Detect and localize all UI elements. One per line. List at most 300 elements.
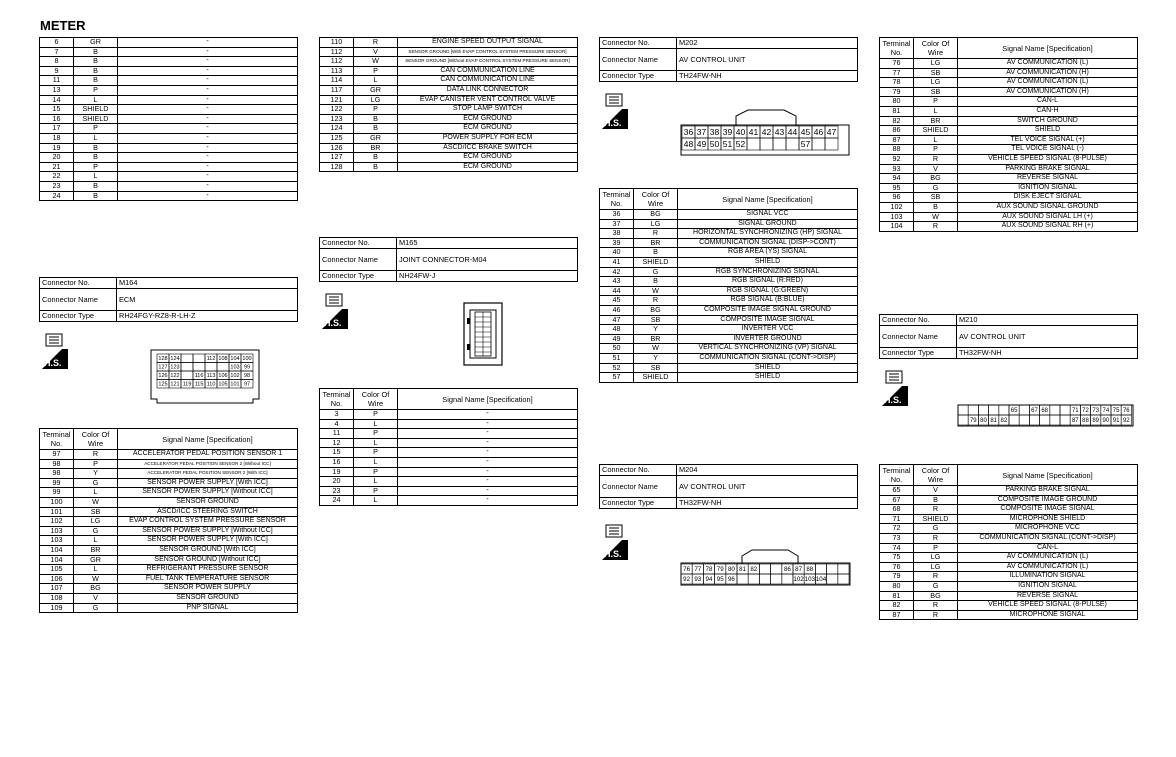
table-row	[320, 410, 578, 420]
pin-cell	[827, 564, 838, 574]
wire-color: R	[74, 450, 118, 460]
svg-text:H.S.: H.S.	[604, 549, 622, 559]
pin-cell	[827, 574, 838, 584]
wire-color: P	[354, 66, 398, 76]
table-row	[40, 584, 298, 594]
pin-number: 39	[722, 127, 733, 138]
signal-name: -	[398, 477, 578, 487]
wire-color: R	[634, 296, 678, 306]
connector-no-label: Connector No.	[600, 38, 677, 49]
terminal-no: 79	[880, 87, 914, 97]
header-terminal-no: Terminal No.	[600, 189, 634, 210]
signal-name: COMPOSITE IMAGE SIGNAL GROUND	[678, 305, 858, 315]
pin-cell	[968, 405, 978, 415]
terminal-no: 127	[320, 153, 354, 163]
terminal-no: 88	[880, 145, 914, 155]
pin-number: 115	[194, 381, 204, 388]
signal-name: COMPOSITE IMAGE SIGNAL	[958, 505, 1138, 515]
terminal-no: 43	[600, 277, 634, 287]
signal-name: IGNITION SIGNAL	[958, 183, 1138, 193]
signal-name: -	[118, 95, 298, 105]
table-row	[880, 174, 1138, 184]
wire-color: V	[354, 47, 398, 57]
signal-name: AV COMMUNICATION (L)	[958, 562, 1138, 572]
wire-color: P	[914, 543, 958, 553]
table-row	[880, 193, 1138, 203]
table-row	[600, 305, 858, 315]
wire-color: R	[914, 610, 958, 620]
signal-name: AV COMMUNICATION (L)	[958, 553, 1138, 563]
terminal-no: 45	[600, 296, 634, 306]
connector-no-value: M202	[677, 38, 858, 49]
wire-color: B	[914, 495, 958, 505]
signal-name: PARKING BRAKE SIGNAL	[958, 486, 1138, 496]
pin-number: 110	[206, 381, 216, 388]
table-row	[40, 459, 298, 469]
terminal-no: 108	[40, 593, 74, 603]
wire-color: R	[914, 533, 958, 543]
signal-name: SENSOR GROUND	[118, 593, 298, 603]
pin-number: 79	[716, 566, 724, 574]
table-row	[880, 533, 1138, 543]
terminal-no: 49	[600, 334, 634, 344]
wire-color: L	[354, 76, 398, 86]
wire-color: G	[914, 524, 958, 534]
header-signal-name: Signal Name [Specification]	[958, 465, 1138, 486]
signal-name: DISK EJECT SIGNAL	[958, 193, 1138, 203]
wire-color: P	[354, 486, 398, 496]
pin-number: 82	[1000, 418, 1008, 425]
wire-color: B	[74, 181, 118, 191]
wire-color: P	[914, 145, 958, 155]
pin-number: 52	[735, 139, 746, 150]
header-terminal-no: Terminal No.	[40, 429, 74, 450]
table-row	[320, 85, 578, 95]
table-row	[320, 153, 578, 163]
table-row	[880, 145, 1138, 155]
terminal-no: 104	[880, 222, 914, 232]
terminal-no: 86	[880, 126, 914, 136]
table-row	[40, 124, 298, 134]
pin-number: 91	[1112, 418, 1120, 425]
signal-name: COMPOSITE IMAGE GROUND	[958, 495, 1138, 505]
terminal-no: 102	[40, 517, 74, 527]
terminal-no: 112	[320, 57, 354, 67]
pin-number: 97	[243, 381, 251, 388]
table-row	[320, 496, 578, 506]
header-color-of-wire: Color Of Wire	[74, 429, 118, 450]
table-row	[40, 153, 298, 163]
wire-color: Y	[634, 325, 678, 335]
terminal-no: 16	[40, 114, 74, 124]
signal-name: -	[118, 181, 298, 191]
pin-number: 88	[1082, 418, 1089, 425]
table-row	[40, 191, 298, 201]
signal-name: COMMUNICATION SIGNAL (CONT->DISP)	[958, 533, 1138, 543]
table-row	[880, 68, 1138, 78]
connector-name-label: Connector Name	[880, 326, 957, 348]
terminal-no: 81	[880, 591, 914, 601]
pin-number: 128	[158, 356, 168, 363]
pin-number: 51	[722, 139, 733, 150]
terminal-no: 23	[320, 486, 354, 496]
svg-text:H.S.: H.S.	[884, 395, 902, 405]
signal-name: -	[118, 85, 298, 95]
pin-number: 98	[243, 373, 251, 380]
wire-color: R	[914, 154, 958, 164]
signal-name: SHIELD	[678, 363, 858, 373]
connector-name-value: AV CONTROL UNIT	[957, 326, 1138, 348]
wire-color: LG	[914, 59, 958, 69]
ecm-terminal-table-continued	[319, 37, 578, 172]
pin-number: 95	[716, 576, 724, 584]
pin-number: 80	[980, 418, 987, 425]
signal-name: -	[118, 191, 298, 201]
signal-name: TEL VOICE SIGNAL (-)	[958, 145, 1138, 155]
table-row	[320, 66, 578, 76]
signal-name: SHIELD	[678, 373, 858, 383]
pin-number: 73	[1092, 408, 1100, 415]
table-row	[40, 143, 298, 153]
wire-color: L	[354, 496, 398, 506]
pin-number: 47	[826, 127, 837, 138]
signal-name: AUX SOUND SIGNAL GROUND	[958, 202, 1138, 212]
pin-cell	[838, 564, 849, 574]
wire-color: B	[634, 248, 678, 258]
pin-cell	[1050, 415, 1060, 425]
m165-terminal-table	[319, 388, 578, 506]
terminal-no: 82	[880, 116, 914, 126]
pin-number: 105	[218, 381, 228, 388]
pin-cell	[773, 138, 786, 150]
table-row	[40, 469, 298, 479]
terminal-no: 93	[880, 164, 914, 174]
table-row	[880, 543, 1138, 553]
wire-color: P	[354, 467, 398, 477]
wire-color: SB	[74, 507, 118, 517]
wire-color: P	[354, 410, 398, 420]
signal-name: ACCELERATOR PEDAL POSITION SENSOR 2 [With ICC]	[118, 469, 298, 479]
wire-color: SHIELD	[74, 114, 118, 124]
signal-name: -	[118, 66, 298, 76]
table-row	[40, 38, 298, 48]
table-row	[40, 488, 298, 498]
signal-name: CAN-H	[958, 106, 1138, 116]
connector-type-value: TH32FW-NH	[957, 348, 1138, 359]
table-row	[880, 135, 1138, 145]
table-row	[880, 601, 1138, 611]
terminal-no: 103	[880, 212, 914, 222]
signal-name: SENSOR GROUND [With EVAP CONTROL SYSTEM PRESSURE SENSOR]	[398, 47, 578, 57]
pin-number: 74	[1102, 408, 1110, 415]
signal-name: VERTICAL SYNCHRONIZING (VP) SIGNAL	[678, 344, 858, 354]
terminal-no: 78	[880, 78, 914, 88]
signal-name: ASCD/ICC BRAKE SWITCH	[398, 143, 578, 153]
wire-color: W	[74, 497, 118, 507]
table-row	[320, 57, 578, 67]
connector-type-label: Connector Type	[600, 71, 677, 82]
terminal-no: 71	[880, 514, 914, 524]
terminal-no: 101	[40, 507, 74, 517]
terminal-no: 11	[320, 429, 354, 439]
pin-cell	[181, 354, 193, 363]
wire-color: BR	[634, 334, 678, 344]
pin-cell	[825, 138, 838, 150]
terminal-no: 107	[40, 584, 74, 594]
connector-type-value: TH32FW-NH	[677, 498, 858, 509]
terminal-no: 19	[320, 467, 354, 477]
signal-name: AV COMMUNICATION (L)	[958, 59, 1138, 69]
wire-color: B	[74, 143, 118, 153]
pin-number: 80	[727, 566, 735, 574]
pin-cell	[989, 405, 999, 415]
pin-number: 81	[739, 566, 747, 574]
signal-name: -	[118, 105, 298, 115]
wire-color: SB	[634, 315, 678, 325]
pin-cell	[812, 138, 825, 150]
pin-cell	[978, 405, 988, 415]
pin-number: 100	[242, 356, 252, 363]
signal-name: SENSOR GROUND [Without ICC]	[118, 555, 298, 565]
table-row	[320, 419, 578, 429]
terminal-no: 7	[40, 47, 74, 57]
terminal-no: 106	[40, 574, 74, 584]
table-row	[880, 116, 1138, 126]
pin-cell	[1040, 415, 1050, 425]
terminal-no: 24	[40, 191, 74, 201]
terminal-no: 39	[600, 238, 634, 248]
terminal-no: 99	[40, 478, 74, 488]
wire-color: BR	[74, 545, 118, 555]
wire-color: GR	[74, 38, 118, 48]
wire-color: W	[354, 57, 398, 67]
table-row	[40, 545, 298, 555]
wire-color: LG	[354, 95, 398, 105]
signal-name: REFRIGERANT PRESSURE SENSOR	[118, 565, 298, 575]
pin-number: 43	[774, 127, 785, 138]
wire-color: W	[634, 344, 678, 354]
table-row	[40, 95, 298, 105]
m164-terminal-table	[39, 428, 298, 613]
wire-color: BG	[914, 591, 958, 601]
table-row	[320, 467, 578, 477]
table-row	[880, 126, 1138, 136]
table-row	[320, 162, 578, 172]
connector-diagram-m165	[463, 302, 503, 371]
wire-color: P	[74, 162, 118, 172]
pin-number: 65	[1010, 408, 1018, 415]
signal-name: REVERSE SIGNAL	[958, 591, 1138, 601]
signal-name: -	[118, 76, 298, 86]
signal-name: -	[398, 467, 578, 477]
hs-icon	[880, 370, 910, 408]
table-row	[880, 553, 1138, 563]
signal-name: COMMUNICATION SIGNAL (CONT->DISP)	[678, 353, 858, 363]
wire-color: R	[914, 505, 958, 515]
terminal-no: 94	[880, 174, 914, 184]
connector-no-label: Connector No.	[880, 315, 957, 326]
table-row	[320, 76, 578, 86]
pin-number: 71	[1071, 408, 1079, 415]
signal-name: SIGNAL VCC	[678, 210, 858, 220]
terminal-no: 46	[600, 305, 634, 315]
wire-color: B	[74, 57, 118, 67]
table-row	[600, 248, 858, 258]
table-row	[880, 78, 1138, 88]
hs-icon	[40, 333, 70, 371]
m210-terminal-table-bottom	[879, 464, 1138, 620]
terminal-no: 38	[600, 229, 634, 239]
terminal-no: 37	[600, 219, 634, 229]
table-row	[40, 172, 298, 182]
table-row	[880, 202, 1138, 212]
signal-name: ECM GROUND	[398, 162, 578, 172]
wire-color: BR	[354, 143, 398, 153]
pin-number: 112	[206, 356, 216, 363]
terminal-no: 16	[320, 457, 354, 467]
wire-color: R	[354, 38, 398, 48]
signal-name: CAN-L	[958, 543, 1138, 553]
wire-color: LG	[74, 517, 118, 527]
wire-color: LG	[914, 562, 958, 572]
connector-type-label: Connector Type	[600, 498, 677, 509]
table-row	[40, 593, 298, 603]
pin-cell	[217, 363, 229, 372]
terminal-no: 80	[880, 581, 914, 591]
pin-cell	[999, 405, 1009, 415]
table-row	[320, 114, 578, 124]
pin-cell	[1060, 405, 1070, 415]
connector-no-label: Connector No.	[600, 465, 677, 476]
signal-name: ECM GROUND	[398, 124, 578, 134]
wire-color: BG	[634, 305, 678, 315]
connector-name-label: Connector Name	[40, 289, 117, 311]
signal-name: IGNITION SIGNAL	[958, 581, 1138, 591]
pin-number: 104	[815, 576, 827, 584]
wire-color: Y	[74, 469, 118, 479]
pin-number: 103	[230, 364, 240, 371]
pin-number: 116	[194, 373, 204, 380]
pin-number: 127	[158, 364, 168, 371]
signal-name: -	[398, 496, 578, 506]
terminal-no: 14	[40, 95, 74, 105]
pin-number: 124	[170, 356, 180, 363]
signal-name: SENSOR POWER SUPPLY [Without ICC]	[118, 488, 298, 498]
pin-cell	[193, 354, 205, 363]
table-row	[40, 565, 298, 575]
connector-diagram-m204	[680, 544, 852, 588]
connector-name-value: AV CONTROL UNIT	[677, 49, 858, 71]
signal-name: SWITCH GROUND	[958, 116, 1138, 126]
terminal-no: 117	[320, 85, 354, 95]
header-color-of-wire: Color Of Wire	[634, 189, 678, 210]
terminal-no: 112	[320, 47, 354, 57]
table-row	[880, 106, 1138, 116]
terminal-no: 40	[600, 248, 634, 258]
pin-cell	[760, 138, 773, 150]
signal-name: SENSOR POWER SUPPLY [Without ICC]	[118, 526, 298, 536]
wire-color: SHIELD	[914, 514, 958, 524]
signal-name: -	[398, 410, 578, 420]
table-row	[880, 164, 1138, 174]
connector-info-m164	[39, 277, 298, 322]
table-row	[40, 47, 298, 57]
connector-type-value: TH24FW-NH	[677, 71, 858, 82]
terminal-no: 76	[880, 59, 914, 69]
pin-number: 38	[709, 127, 720, 138]
wire-color: L	[74, 565, 118, 575]
terminal-no: 15	[320, 448, 354, 458]
terminal-no: 76	[880, 562, 914, 572]
terminal-no: 92	[880, 154, 914, 164]
table-row	[320, 105, 578, 115]
terminal-no: 128	[320, 162, 354, 172]
wire-color: BR	[634, 238, 678, 248]
terminal-no: 98	[40, 459, 74, 469]
wire-color: B	[634, 277, 678, 287]
terminal-no: 17	[40, 124, 74, 134]
connector-no-value: M210	[957, 315, 1138, 326]
terminal-no: 95	[880, 183, 914, 193]
signal-name: CAN-L	[958, 97, 1138, 107]
signal-name: EVAP CONTROL SYSTEM PRESSURE SENSOR	[118, 517, 298, 527]
pin-number: 82	[750, 566, 758, 574]
wire-color: G	[914, 183, 958, 193]
pin-number: 96	[727, 576, 735, 584]
signal-name: SENSOR POWER SUPPLY [With ICC]	[118, 478, 298, 488]
table-row	[40, 574, 298, 584]
table-row	[40, 66, 298, 76]
signal-name: RGB SIGNAL (B:BLUE)	[678, 296, 858, 306]
table-row	[320, 95, 578, 105]
page-title: METER	[40, 18, 86, 33]
connector-no-label: Connector No.	[320, 238, 397, 249]
pin-cell	[1009, 415, 1019, 425]
table-row	[40, 603, 298, 613]
wire-color: B	[354, 114, 398, 124]
table-row	[320, 486, 578, 496]
terminal-no: 82	[880, 601, 914, 611]
pin-cell	[838, 574, 849, 584]
connector-no-value: M165	[397, 238, 578, 249]
pin-cell	[737, 574, 748, 584]
wire-color: V	[914, 486, 958, 496]
table-row	[880, 505, 1138, 515]
connector-no-value: M164	[117, 278, 298, 289]
terminal-no: 87	[880, 135, 914, 145]
header-color-of-wire: Color Of Wire	[354, 389, 398, 410]
terminal-no: 109	[40, 603, 74, 613]
wire-color: LG	[634, 219, 678, 229]
signal-name: -	[398, 486, 578, 496]
terminal-no: 110	[320, 38, 354, 48]
terminal-no: 80	[880, 97, 914, 107]
signal-name: POWER SUPPLY FOR ECM	[398, 133, 578, 143]
signal-name: -	[118, 143, 298, 153]
signal-name: -	[118, 47, 298, 57]
pin-number: 113	[206, 373, 216, 380]
pin-number: 108	[218, 356, 228, 363]
connector-info-m210	[879, 314, 1138, 359]
terminal-no: 103	[40, 526, 74, 536]
terminal-no: 23	[40, 181, 74, 191]
pin-number: 48	[683, 139, 694, 150]
terminal-no: 123	[320, 114, 354, 124]
terminal-no: 20	[320, 477, 354, 487]
signal-name: ASCD/ICC STEERING SWITCH	[118, 507, 298, 517]
table-row	[880, 610, 1138, 620]
table-row	[320, 438, 578, 448]
